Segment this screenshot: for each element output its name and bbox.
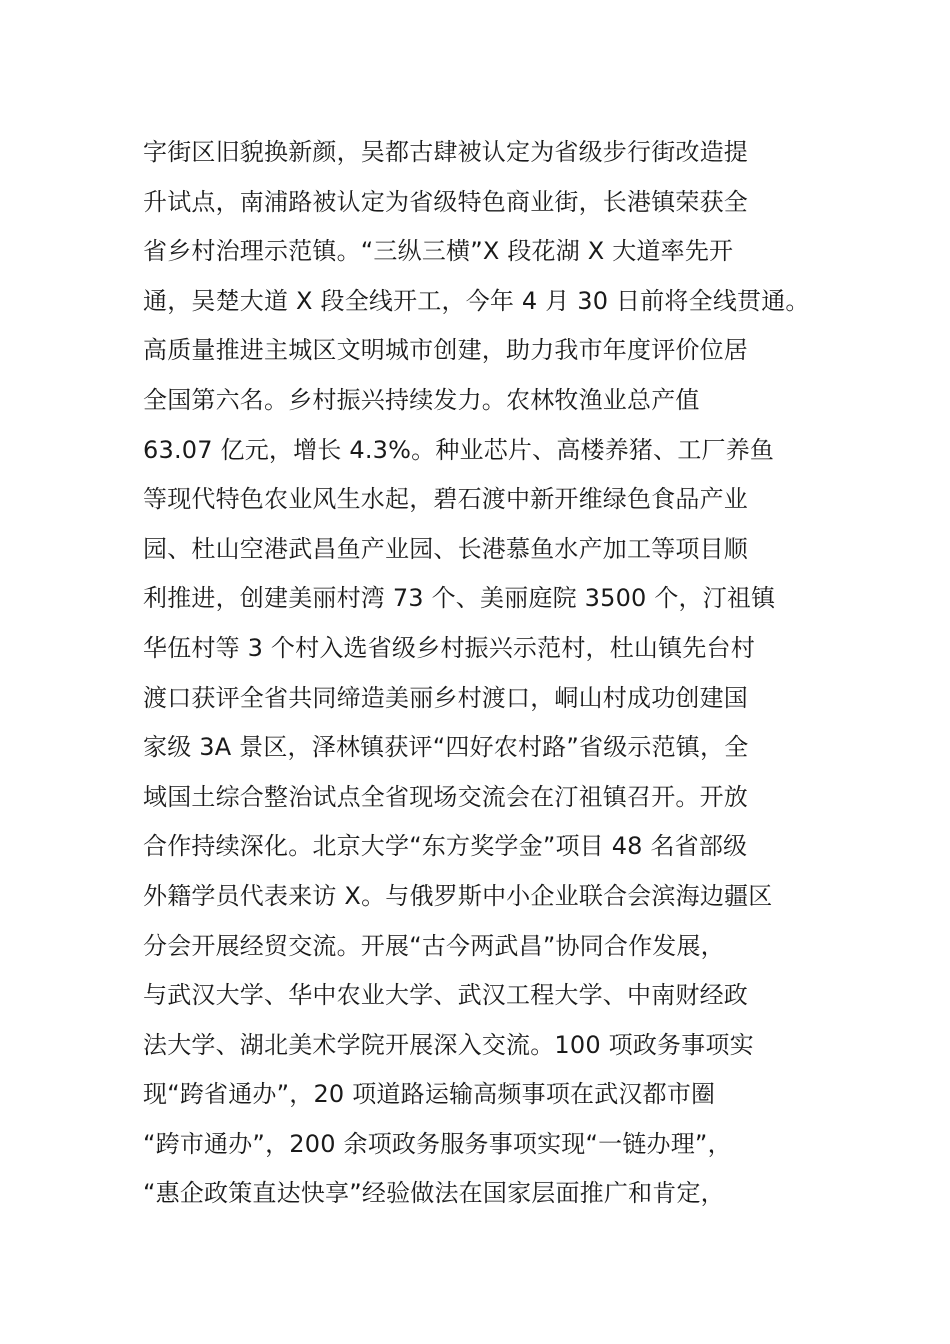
text-line: “惠企政策直达快享”经验做法在国家层面推广和肯定，: [143, 1179, 725, 1208]
text-line: 高质量推进主城区文明城市创建，助力我市年度评价位居: [143, 336, 748, 365]
text-line: 华伍村等 3 个村入选省级乡村振兴示范村，杜山镇先台村: [143, 633, 755, 662]
text-line: 园、杜山空港武昌鱼产业园、长港慕鱼水产加工等项目顺: [143, 534, 748, 563]
text-line: 渡口获评全省共同缔造美丽乡村渡口，峒山村成功创建国: [143, 683, 748, 712]
text-line: 分会开展经贸交流。开展“古今两武昌”协同合作发展，: [143, 931, 725, 960]
text-line: 外籍学员代表来访 X。与俄罗斯中小企业联合会滨海边疆区: [143, 881, 773, 910]
text-line: 全国第六名。乡村振兴持续发力。农林牧渔业总产值: [143, 385, 700, 414]
text-line: “跨市通办”，200 余项政务服务事项实现“一链办理”，: [143, 1129, 732, 1158]
text-line: 家级 3A 景区，泽林镇获评“四好农村路”省级示范镇，全: [143, 733, 749, 762]
text-line: 等现代特色农业风生水起，碧石渡中新开维绿色食品产业: [143, 485, 748, 514]
text-line: 63.07 亿元，增长 4.3%。种业芯片、高楼养猪、工厂养鱼: [143, 435, 775, 464]
text-line: 利推进，创建美丽村湾 73 个、美丽庭院 3500 个，汀祖镇: [143, 584, 776, 613]
text-line: 通，吴楚大道 X 段全线开工，今年 4 月 30 日前将全线贯通。: [143, 286, 810, 315]
text-line: 升试点，南浦路被认定为省级特色商业街，长港镇荣获全: [143, 187, 748, 216]
text-line: 省乡村治理示范镇。“三纵三横”X 段花湖 X 大道率先开: [143, 237, 734, 266]
text-line: 现“跨省通办”，20 项道路运输高频事项在武汉都市圈: [143, 1080, 716, 1109]
text-line: 字街区旧貌换新颜，吴都古肆被认定为省级步行街改造提: [143, 138, 748, 166]
text-line: 域国土综合整治试点全省现场交流会在汀祖镇召开。开放: [143, 782, 748, 811]
text-line: 合作持续深化。北京大学“东方奖学金”项目 48 名省部级: [143, 832, 748, 861]
text-line: 法大学、湖北美术学院开展深入交流。100 项政务事项实: [143, 1030, 754, 1059]
text-line: 与武汉大学、华中农业大学、武汉工程大学、中南财经政: [143, 981, 748, 1010]
body-paragraph: [143, 128, 833, 1219]
